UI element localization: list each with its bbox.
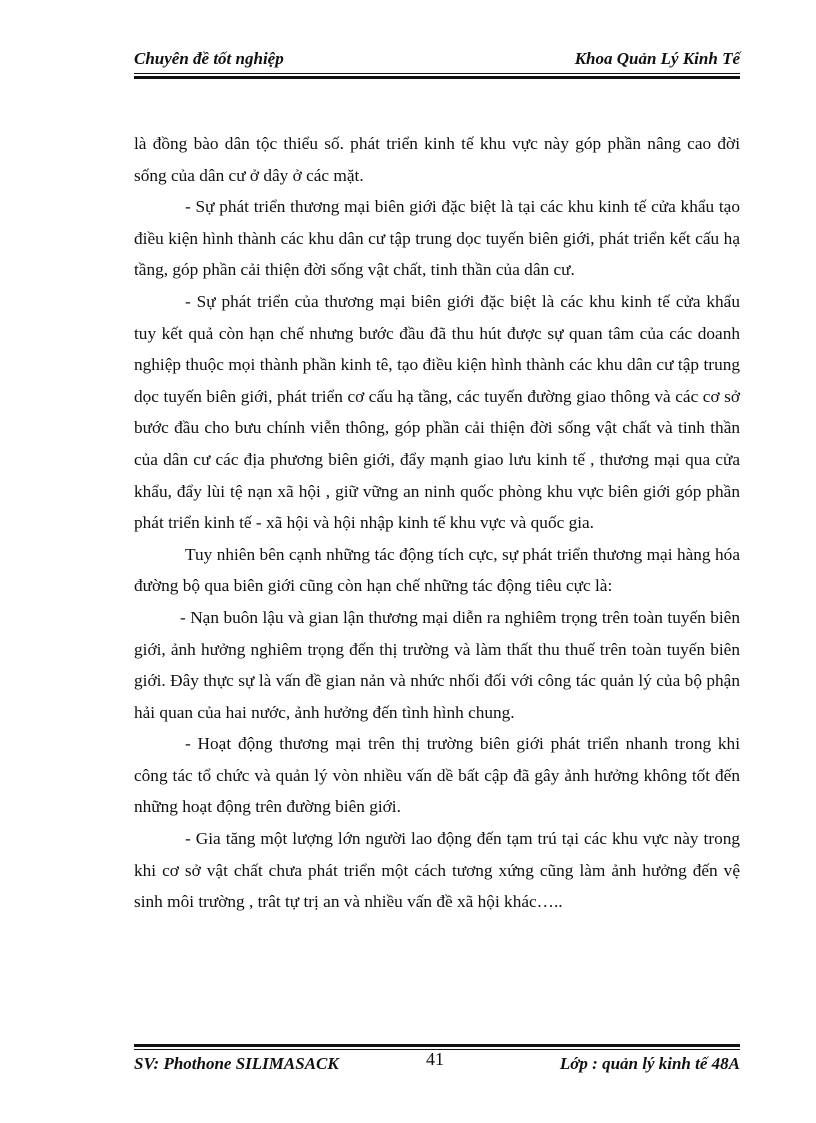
page-number: 41 [426, 1049, 444, 1069]
paragraph-bullet-1: - Sự phát triển thương mại biên giới đặc biệt là tại các khu kinh tế cửa khẩu tạo điều kiện hình thành các khu dân cư tập trung dọc tuyến biên giới, phát triển kết cấu hạ tầng, góp phần cải thiện đời sống vật chất, tinh thần của dân cư. [134, 197, 740, 280]
footer-class: Lớp : quản lý kinh tế 48A [559, 1054, 740, 1073]
header-thesis-title: Chuyên đề tốt nghiệp [134, 49, 284, 68]
header-faculty: Khoa Quản Lý Kinh Tế [574, 49, 740, 68]
paragraph-bullet-4: - Hoạt động thương mại trên thị trường biên giới phát triển nhanh trong khi công tác tổ chức và quản lý vòn nhiều vấn dề bất cập đã gây ảnh hưởng không tốt đến những hoạt động trên đường biên giới. [134, 734, 740, 817]
paragraph-intro-negative: Tuy nhiên bên cạnh những tác động tích cực, sự phát triển thương mại hàng hóa đường bộ qua biên giới cũng còn hạn chế những tác động tiêu cực là: [134, 544, 740, 596]
paragraph-bullet-5: - Gia tăng một lượng lớn người lao động đến tạm trú tại các khu vực này trong khi cơ sở vật chất chưa phát triển một cách tương xứng cũng làm ảnh hưởng đến vệ sinh môi trường , trât tự trị an và nhiều vấn đề xã hội khác….. [134, 829, 740, 912]
footer-student-name: SV: Phothone SILIMASACK [134, 1054, 339, 1073]
document-body [134, 128, 740, 918]
paragraph-continuation: là đồng bào dân tộc thiểu số. phát triển kinh tế khu vực này góp phần nâng cao đời sống của dân cư ở dây ở các mặt. [134, 134, 740, 185]
header-divider-thin [134, 73, 740, 74]
paragraph-bullet-3: - Nạn buôn lậu và gian lận thương mại diễn ra nghiêm trọng trên toàn tuyến biên giới, ảnh hưởng nghiêm trọng đến thị trường và làm thất thu thuế trên toàn tuyến biên giới. Đây thực sự là vấn đề gian nản và nhức nhối đối với công tác quản lý của bộ phận hải quan của hai nước, ảnh hưởng đến tình hình chung. [134, 607, 740, 722]
footer-divider-thick [134, 1044, 740, 1047]
paragraph-bullet-2: - Sự phát triển của thương mại biên giới đặc biệt là các khu kinh tế cửa khẩu tuy kết quả còn hạn chế nhưng bước đầu đã thu hút được sự quan tâm của các doanh nghiệp thuộc mọi thành phần kinh tê, tạo điều kiện hình thành các khu dân cư tập trung dọc tuyến biên giới, phát triển cơ cấu hạ tầng, các tuyến đường giao thông và các cơ sở bước đầu cho bưu chính viễn thông, góp phần cải thiện đời sống vật chất và tinh thần của dân cư các địa phương biên giới, đẩy mạnh giao lưu kinh tế , thương mại qua cửa khẩu, đẩy lùi tệ nạn xã hội , giữ vững an ninh quốc phòng khu vực biên giới góp phần phát triển kinh tế - xã hội và hội nhập kinh tế khu vực và quốc gia. [134, 291, 740, 533]
page-footer [134, 1049, 740, 1078]
page-header [134, 49, 740, 73]
header-divider-thick [134, 76, 740, 79]
